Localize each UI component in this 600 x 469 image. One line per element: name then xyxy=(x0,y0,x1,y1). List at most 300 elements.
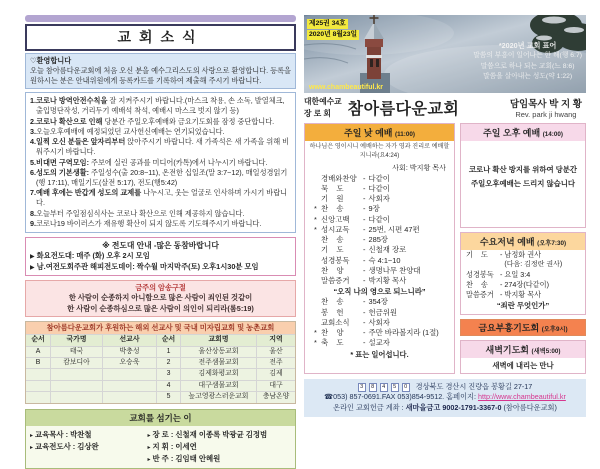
standing-marker: * xyxy=(314,224,317,234)
order-value: 요일 3:4 xyxy=(504,270,531,280)
wednesday-order-list xyxy=(461,250,585,300)
dawn-prayer-time: (새벽5:00) xyxy=(531,347,561,355)
order-row xyxy=(305,215,454,225)
order-value: 9장 xyxy=(368,204,380,214)
order-value: 박지황 목사 xyxy=(504,290,542,300)
afternoon-service-header xyxy=(461,124,585,141)
evangelism-title: ※ 전도대 안내 -많은 동참바랍니다 xyxy=(102,241,219,251)
announcement-text xyxy=(36,137,291,157)
announcement-text xyxy=(36,168,291,188)
announcement-number: 7. xyxy=(30,188,36,198)
sunday-service-header xyxy=(305,124,454,141)
order-row xyxy=(461,280,585,290)
afternoon-notice xyxy=(461,163,585,191)
servants-box xyxy=(25,409,296,469)
mission-cell-country xyxy=(50,368,102,379)
church-name-row xyxy=(304,96,586,119)
announcement-number: 6. xyxy=(30,167,36,177)
announcement-text xyxy=(36,188,291,208)
mission-cell-missionary: 박충성 xyxy=(102,346,156,357)
order-row xyxy=(461,250,585,270)
mission-cell-order: B xyxy=(26,357,50,368)
order-label: 말씀증거 xyxy=(466,290,494,300)
mission-row xyxy=(26,357,295,368)
announcement-item xyxy=(30,137,291,157)
mission-col-header: 선교사 xyxy=(102,334,156,345)
dash-separator: - xyxy=(363,173,366,183)
mission-cell-church: 높고영광스러운교회 xyxy=(180,391,256,402)
order-value-secondary: (다음: 김정란 권사) xyxy=(504,261,563,269)
mission-col-header: 교회명 xyxy=(180,334,256,345)
dash-separator: - xyxy=(363,204,366,214)
mission-row xyxy=(26,391,295,402)
mission-cell-order: A xyxy=(26,346,50,357)
dash-separator: - xyxy=(363,327,366,337)
mission-cell-order xyxy=(26,380,50,391)
dash-separator: - xyxy=(363,214,366,224)
mission-row xyxy=(26,368,295,379)
memory-verse-line2: 한 사람이 순종하심으로 많은 사람이 의인이 되리라(롬5:19) xyxy=(67,303,254,313)
servants-title: 교회를 섬기는 이 xyxy=(26,410,295,426)
order-row xyxy=(305,328,454,338)
issue-date-badge: 2020년 8월23일 xyxy=(309,30,358,38)
servant-text: 장 로 : 신철재 이종록 박광균 김정범 xyxy=(152,429,268,439)
mission-cell-order xyxy=(26,391,50,402)
order-value: 274장(다같이) xyxy=(504,280,549,290)
standing-marker xyxy=(314,184,321,194)
announcement-bold: 일찍 오신 분들은 앞자리부터 xyxy=(36,137,126,147)
mission-row xyxy=(26,346,295,357)
church-slogans xyxy=(473,40,582,83)
mission-cell-church: 대구샘물교회 xyxy=(180,380,256,391)
order-label: 신앙고백 xyxy=(321,214,350,224)
servant-item xyxy=(147,429,291,441)
order-row xyxy=(305,184,454,194)
order-value-wrap xyxy=(504,280,585,290)
announcement-bold: 코로나 방역안전수칙을 xyxy=(36,96,108,106)
denomination xyxy=(304,96,342,119)
slogan-line: 말씀의 부흥이 일어나는 한 해(행 6:7) xyxy=(473,52,582,60)
dash-separator: - xyxy=(363,194,366,204)
mission-cell-church: 김제화평교회 xyxy=(180,368,256,379)
servant-item xyxy=(30,441,147,453)
wednesday-service-panel xyxy=(460,232,586,314)
friday-prayer-title: 금요부흥기도회 xyxy=(478,322,540,333)
servants-left-column xyxy=(30,429,147,465)
announcement-text xyxy=(36,219,291,229)
announcement-bold: 예배 후에는 반갑게 성도의 교제를 xyxy=(36,188,142,198)
decorative-lavender-bar xyxy=(25,15,296,22)
announcement-number: 9. xyxy=(30,218,36,228)
offering-account-line xyxy=(306,403,584,414)
servant-item xyxy=(147,453,291,465)
mission-cell-missionary xyxy=(102,368,156,379)
welcome-title: ♡환영합니다 xyxy=(30,56,72,65)
arrow-bullet-icon: ▶ xyxy=(30,265,35,272)
standing-footnote: * 표는 일어섭니다. xyxy=(350,350,409,360)
order-value: 사회자 xyxy=(368,317,390,327)
order-value: 사회자 xyxy=(368,194,390,204)
order-value: 생명나무 찬양대 xyxy=(368,265,421,275)
order-value: 신철재 장로 xyxy=(368,245,407,255)
announcement-number: 5. xyxy=(30,157,36,167)
order-value: 설교자 xyxy=(368,338,390,348)
order-value: 박지황 목사 xyxy=(368,276,407,285)
announcement-number: 1. xyxy=(30,96,36,106)
dawn-prayer-subtitle: 새벽에 내리는 만나 xyxy=(492,360,554,370)
contact-line xyxy=(306,392,584,403)
mission-cell-church: 울산상동교회 xyxy=(180,346,256,357)
order-value: 남정화 권사 xyxy=(504,250,542,260)
sunday-service-title: 주일 낮 예배 xyxy=(344,128,393,139)
standing-marker xyxy=(314,174,321,184)
order-value: 다같이 xyxy=(368,214,390,224)
triangle-bullet-icon: ▸ xyxy=(147,444,151,451)
standing-marker xyxy=(314,194,321,204)
denomination-line2: 장 로 회 xyxy=(304,108,331,118)
zip-code-boxes xyxy=(358,382,413,391)
sunday-service-verse: 하나님은 영이시니 예배하는 자가 영과 진리로 예배할지니라(요4:24) xyxy=(309,143,450,159)
mission-row xyxy=(26,380,295,391)
servant-text: 반 주 : 김임태 안혜원 xyxy=(152,453,221,463)
announcement-rest: 잘 지켜주시기 바랍니다.(마스크 착용, 손 소독, 발열체크, 출입명단작성, 거리두기 예배석 착석, 예배시 마스크 벗지 않기 등) xyxy=(36,96,285,116)
order-label: 축 도 xyxy=(321,338,344,348)
right-page xyxy=(304,15,586,417)
order-label: 성경봉독 xyxy=(466,270,494,280)
left-page xyxy=(25,15,296,469)
sunday-order-list-2 xyxy=(305,297,454,348)
triangle-bullet-icon: ▸ xyxy=(30,444,34,451)
website-text: www.chambeautiful.kr xyxy=(309,84,384,91)
dash-separator: - xyxy=(363,245,366,255)
announcement-number: 4. xyxy=(30,137,36,147)
evangelism-box xyxy=(25,237,296,276)
triangle-bullet-icon: ▸ xyxy=(147,432,151,439)
mission-support-table xyxy=(25,321,296,403)
servant-item xyxy=(147,441,291,453)
order-value-wrap xyxy=(504,270,585,280)
website-link[interactable]: http://www.chambeautiful.kr xyxy=(477,392,566,402)
announcement-rest: 코로나19 바이러스가 재유행 확산이 되지 않도록 기도해주시기 바랍니다. xyxy=(36,218,262,228)
announcement-text xyxy=(36,117,291,127)
address-line xyxy=(306,382,584,393)
order-row xyxy=(305,297,454,307)
servant-item xyxy=(30,429,147,441)
announcements-box xyxy=(25,92,296,233)
dash-separator: - xyxy=(363,297,366,307)
dawn-prayer-header xyxy=(461,341,585,358)
order-value: 주만 바라볼지라 (1절) xyxy=(368,327,439,337)
dash-separator: - xyxy=(363,338,366,348)
order-label: 찬 양 xyxy=(321,327,344,337)
zip-digit-box: 0 xyxy=(402,383,410,392)
standing-marker xyxy=(314,318,321,328)
order-label: 찬 송 xyxy=(321,204,344,214)
order-value: 285장 xyxy=(368,235,388,245)
mission-cell-region: 전주 xyxy=(256,357,295,368)
mission-col-header: 순서 xyxy=(156,334,180,345)
order-row xyxy=(305,235,454,245)
account-bank: 새마을금고 xyxy=(405,403,441,413)
order-label: 기 도 xyxy=(466,250,488,260)
slogan-line: 말씀을 살아내는 성도(약 1:22) xyxy=(483,73,573,81)
announcement-bold: 비대면 구역모임: xyxy=(36,157,89,167)
order-row xyxy=(305,204,454,214)
mission-col-header: 순서 xyxy=(26,334,50,345)
triangle-bullet-icon: ▸ xyxy=(147,456,151,463)
evangelism-item-text: 남.여전도회주관 해피전도데이: 짝수월 마지막주(토) 오후1시30분 모임 xyxy=(36,262,259,272)
wednesday-service-time: (오후7:30) xyxy=(537,240,567,248)
standing-marker xyxy=(314,245,321,255)
mission-cell-order2: 3 xyxy=(156,368,180,379)
mission-cell-region: 대구 xyxy=(256,380,295,391)
servants-body xyxy=(26,426,295,468)
denomination-line1: 대한예수교 xyxy=(304,97,342,106)
dash-separator: - xyxy=(363,255,366,265)
zip-digit-box: 3 xyxy=(358,383,366,392)
evangelism-item-text: 화요전도대: 매주 (화) 오후 2시 모임 xyxy=(36,251,150,261)
dash-separator: - xyxy=(500,290,503,300)
order-value-wrap xyxy=(504,250,585,270)
dash-separator: - xyxy=(363,224,366,234)
announcement-item xyxy=(30,188,291,208)
dash-separator: - xyxy=(363,307,366,317)
dawn-prayer-title: 새벽기도회 xyxy=(485,344,529,355)
triangle-bullet-icon: ▸ xyxy=(30,432,34,439)
servants-right-column xyxy=(147,429,291,465)
address-text: 경상북도 경산시 진량읍 봉황길 27-17 xyxy=(415,381,533,391)
mission-col-header: 지역 xyxy=(256,334,295,345)
arrow-bullet-icon: ▶ xyxy=(30,254,35,261)
servant-text: 지 휘 : 이세연 xyxy=(152,441,197,451)
announcement-item xyxy=(30,96,291,116)
announcement-item xyxy=(30,158,291,168)
announcement-rest: 오늘오후예배에 예정되었던 교사헌신예배는 연기되었습니다. xyxy=(36,126,225,136)
announcement-rest: 앉아주시기 바랍니다. 새 가족석은 새 가족을 위해 비워주시기 바랍니다. xyxy=(36,137,290,157)
mission-rows xyxy=(26,346,295,403)
order-label: 기 원 xyxy=(321,194,344,204)
mission-cell-missionary xyxy=(102,380,156,391)
order-row xyxy=(305,308,454,318)
slogan-list xyxy=(473,51,582,83)
announcement-rest: 당분간 주일오후예배와 금요기도회를 잠정 중단합니다. xyxy=(102,116,275,126)
sunday-service-panel xyxy=(304,123,455,373)
account-prefix: 온라인 교회헌금 계좌 : xyxy=(333,403,406,413)
order-row xyxy=(305,225,454,235)
church-photo xyxy=(304,15,586,93)
mission-cell-church: 전주샘물교회 xyxy=(180,357,256,368)
order-label: 찬 송 xyxy=(466,280,488,290)
mission-cell-country xyxy=(50,380,102,391)
order-row xyxy=(305,266,454,276)
slogan-line: 말씀으로 하나 되는 교회(느 8:6) xyxy=(480,62,575,70)
memory-verse-title: 금주의 암송구절 xyxy=(135,282,186,292)
memory-verse-line1: 한 사람이 순종하지 아니함으로 많은 사람이 죄인된 것같이 xyxy=(68,293,253,303)
order-row xyxy=(305,256,454,266)
issue-volume-badge: 제25권 34호 xyxy=(309,20,346,27)
order-row xyxy=(305,318,454,328)
announcement-bold: 코로나 확산으로 인해 xyxy=(36,116,103,126)
standing-marker xyxy=(314,266,321,276)
mission-cell-country: 태국 xyxy=(50,346,102,357)
mission-cell-country: 캄보디아 xyxy=(50,357,102,368)
announcement-text xyxy=(36,96,291,116)
issue-badges xyxy=(307,19,359,41)
welcome-box xyxy=(25,53,296,89)
order-label: 묵 도 xyxy=(321,184,344,194)
announcement-text xyxy=(36,127,291,137)
afternoon-service-panel xyxy=(460,123,586,228)
servant-text: 교육전도사 : 김상완 xyxy=(35,441,99,451)
dash-separator: - xyxy=(363,317,366,327)
mission-cell-order2: 5 xyxy=(156,391,180,402)
mission-cell-order xyxy=(26,368,50,379)
announcement-rest: 오늘부터 주일점심식사는 코로나 확산으로 인해 제공하지 않습니다. xyxy=(36,208,245,218)
afternoon-service-title: 주일 오후 예배 xyxy=(483,128,541,139)
announcement-rest: 나누시고, 웃는 얼굴로 인사하며 가시기 바랍니다. xyxy=(36,188,288,208)
standing-marker: * xyxy=(314,204,317,214)
mission-cell-region: 김제 xyxy=(256,368,295,379)
mission-cell-order2: 2 xyxy=(156,357,180,368)
servant-text: 교육목사 : 박찬철 xyxy=(35,429,92,439)
order-label: 봉 헌 xyxy=(321,307,344,317)
mission-header-row xyxy=(26,334,295,345)
afternoon-service-time: (14:00) xyxy=(542,131,563,139)
memory-verse-box xyxy=(25,280,296,318)
dash-separator: - xyxy=(363,265,366,275)
announcement-number: 3. xyxy=(30,126,36,136)
announcement-text xyxy=(36,209,291,219)
wednesday-service-header xyxy=(461,233,585,250)
announcement-number: 2. xyxy=(30,116,36,126)
standing-marker xyxy=(314,235,321,245)
zip-digit-box: 8 xyxy=(369,383,377,392)
announcement-item xyxy=(30,127,291,137)
evangelism-item xyxy=(30,262,291,273)
announcement-item xyxy=(30,168,291,188)
mission-cell-order2: 1 xyxy=(156,346,180,357)
sunday-order-list xyxy=(305,174,454,286)
mission-cell-region: 충남온양 xyxy=(256,391,295,402)
order-row xyxy=(461,270,585,280)
order-label: 성시교독 xyxy=(321,224,350,234)
zip-digit-box: 4 xyxy=(380,383,388,392)
order-value: 헌금위원 xyxy=(368,307,398,317)
sunday-service-presider: 사회: 박지황 목사 xyxy=(392,163,446,172)
dash-separator: - xyxy=(500,270,503,280)
standing-marker xyxy=(314,276,321,286)
account-number: 9002-1791-3367-0 xyxy=(442,403,502,413)
order-value: 슥 4:1~10 xyxy=(368,255,401,265)
dash-separator: - xyxy=(500,280,503,290)
church-name: 참아름다운교회 xyxy=(347,101,460,119)
mission-cell-missionary: 오승욱 xyxy=(102,357,156,368)
dash-separator: - xyxy=(363,184,366,194)
phone-fax-text: ☎053) 857-0691.FAX 053)854-9512. xyxy=(324,392,445,402)
mission-table-title: 참아름다운교회가 후원하는 해외 선교사 및 국내 미자립교회 및 농촌교회 xyxy=(26,322,295,334)
account-suffix: (참아름다운교회) xyxy=(501,403,557,413)
evangelism-list xyxy=(30,251,291,272)
mission-col-header: 국가명 xyxy=(50,334,102,345)
wednesday-service-title: 수요저녁 예배 xyxy=(479,237,535,248)
order-row xyxy=(305,276,454,286)
announcement-item xyxy=(30,219,291,229)
mission-cell-missionary xyxy=(102,391,156,402)
sunday-sermon-title: “오직 나의 영으로 되느니라” xyxy=(333,287,426,297)
friday-prayer-time: (오후9시) xyxy=(541,325,568,333)
announcement-number: 8. xyxy=(30,208,36,218)
standing-marker xyxy=(314,297,321,307)
worship-section xyxy=(304,123,586,373)
order-value: 다같이 xyxy=(368,173,390,183)
other-services-column xyxy=(460,123,586,373)
order-value: 25번, 시편 47편 xyxy=(368,224,420,234)
mission-cell-country xyxy=(50,391,102,402)
announcement-item xyxy=(30,209,291,219)
order-value: 354장 xyxy=(368,297,388,307)
afternoon-notice-line1: 코로나 확산 방지를 위하여 당분간 xyxy=(468,165,578,175)
pastor-name-english: Rev. park ji hwang xyxy=(515,110,577,120)
standing-marker: * xyxy=(314,214,317,224)
order-label: 찬 송 xyxy=(321,235,344,245)
dawn-prayer-panel xyxy=(460,340,586,374)
order-label: 성경봉독 xyxy=(321,255,350,265)
sunday-service-time: (11:00) xyxy=(395,131,415,139)
standing-marker xyxy=(314,256,321,266)
announcement-text xyxy=(36,158,291,168)
zip-digit-box: 5 xyxy=(391,383,399,392)
pastor-name: 담임목사 박 지 황 xyxy=(509,99,582,111)
order-value-wrap xyxy=(504,290,585,300)
slogan-title: *2020년 교회 표어 xyxy=(498,41,557,50)
homepage-label: 홈페이지: xyxy=(446,392,476,402)
order-label: 찬 송 xyxy=(321,297,344,307)
order-label: 교회소식 xyxy=(321,317,350,327)
mission-cell-order2: 4 xyxy=(156,380,180,391)
order-value: 다같이 xyxy=(368,184,390,194)
standing-marker: * xyxy=(314,327,317,337)
afternoon-notice-line2: 주일오후예배는 드리지 않습니다 xyxy=(470,179,576,189)
announcement-rest: 주일성수(출 20:8~11), 온전한 십일조(말 3:7~12), 매일성경읽기(행 17:11), 매일기도(살전 5:17), 전도(행5:42) xyxy=(36,167,288,187)
wednesday-sermon-title: “죄란 무엇인가” xyxy=(496,301,550,311)
order-label: 기 도 xyxy=(321,245,344,255)
order-row xyxy=(305,194,454,204)
mission-cell-region: 울산 xyxy=(256,346,295,357)
church-news-title: 교회소식 xyxy=(25,24,296,51)
announcement-bold: 성도의 기본생활: xyxy=(36,167,89,177)
dash-separator: - xyxy=(500,250,503,260)
standing-marker xyxy=(314,308,321,318)
order-row xyxy=(305,174,454,184)
order-label: 경배와찬양 xyxy=(321,173,357,183)
welcome-text: 오늘 참아름다운교회에 처음 오신 분을 예수그리스도의 사랑으로 환영합니다. 등록을 원하시는 분은 안내위원에게 등록카드를 기록하여 제출해 주시기 바랍니다. xyxy=(30,66,291,86)
friday-prayer-header xyxy=(461,320,585,335)
order-row xyxy=(305,338,454,348)
dash-separator: - xyxy=(363,235,366,245)
pastor-block xyxy=(510,96,586,119)
order-label: 찬 양 xyxy=(321,265,344,275)
standing-marker: * xyxy=(314,338,317,348)
order-label: 말씀증거 xyxy=(321,276,350,285)
order-row xyxy=(461,290,585,300)
footer xyxy=(304,379,586,417)
announcement-item xyxy=(30,117,291,127)
dash-separator: - xyxy=(363,276,366,285)
order-row xyxy=(305,245,454,255)
announcement-rest: 주보에 실린 공과를 미디어(카톡)에서 나누시기 바랍니다. xyxy=(89,157,268,167)
friday-prayer-panel xyxy=(460,319,586,336)
evangelism-item xyxy=(30,251,291,262)
